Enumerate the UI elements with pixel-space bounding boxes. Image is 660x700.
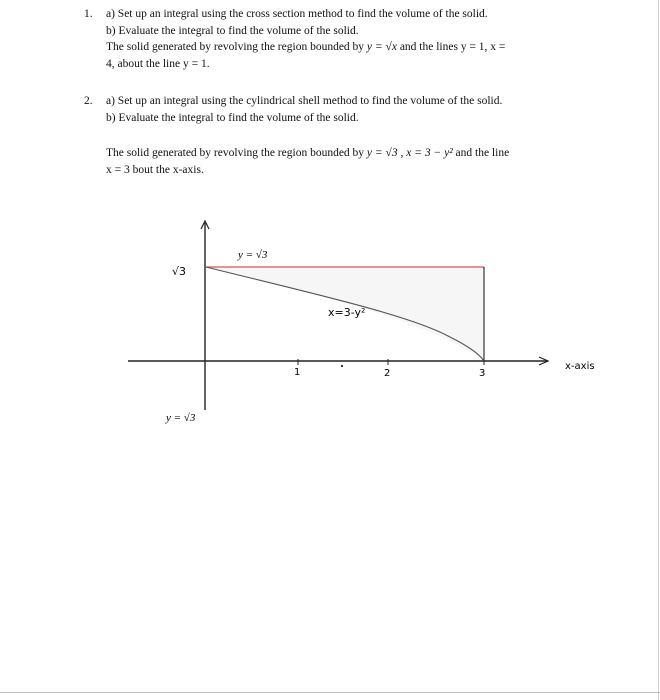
question-2-part-a: a) Set up an integral using the cylindrical shell method to find the volume of the solid.	[106, 95, 503, 107]
x-axis-label: x-axis	[565, 361, 595, 372]
question-2-description-line-1	[106, 145, 509, 162]
desc-equation: y = √x	[366, 41, 397, 53]
desc-text: and the lines y = 1, x =	[399, 41, 506, 53]
question-1-part-b: b) Evaluate the integral to find the volume of the solid.	[106, 24, 359, 37]
x-dot	[341, 365, 343, 367]
tick-label-3: 3	[479, 368, 486, 379]
label-y-tick-sqrt3: √3	[172, 265, 187, 278]
tick-label-1: 1	[294, 367, 301, 378]
label-curve: x=3-y²	[328, 306, 366, 319]
desc-equation: y = √3 , x = 3 − y²	[366, 147, 453, 159]
label-y-sqrt3-top: y = √3	[238, 249, 268, 261]
question-1-part-a: a) Set up an integral using the cross section method to find the volume of the solid.	[106, 8, 488, 20]
question-number: 2.	[84, 95, 93, 107]
question-number: 1.	[84, 8, 93, 20]
page-edge-right	[658, 0, 659, 700]
question-2-part-b: b) Evaluate the integral to find the volume of the solid.	[106, 111, 359, 124]
desc-text: The solid generated by revolving the region bounded by	[106, 41, 365, 53]
question-1-description-line-1	[106, 39, 505, 56]
region-sketch	[110, 215, 630, 435]
tick-label-2: 2	[384, 368, 391, 379]
desc-text: and the line	[455, 147, 510, 159]
desc-text: The solid generated by revolving the region bounded by	[106, 147, 365, 159]
question-1-description-line-2: 4, about the line y = 1.	[106, 57, 210, 70]
question-2-description-line-2: x = 3 bout the x-axis.	[106, 163, 204, 176]
label-y-sqrt3-bottom: y = √3	[166, 412, 196, 424]
page-edge-bottom	[0, 692, 660, 693]
